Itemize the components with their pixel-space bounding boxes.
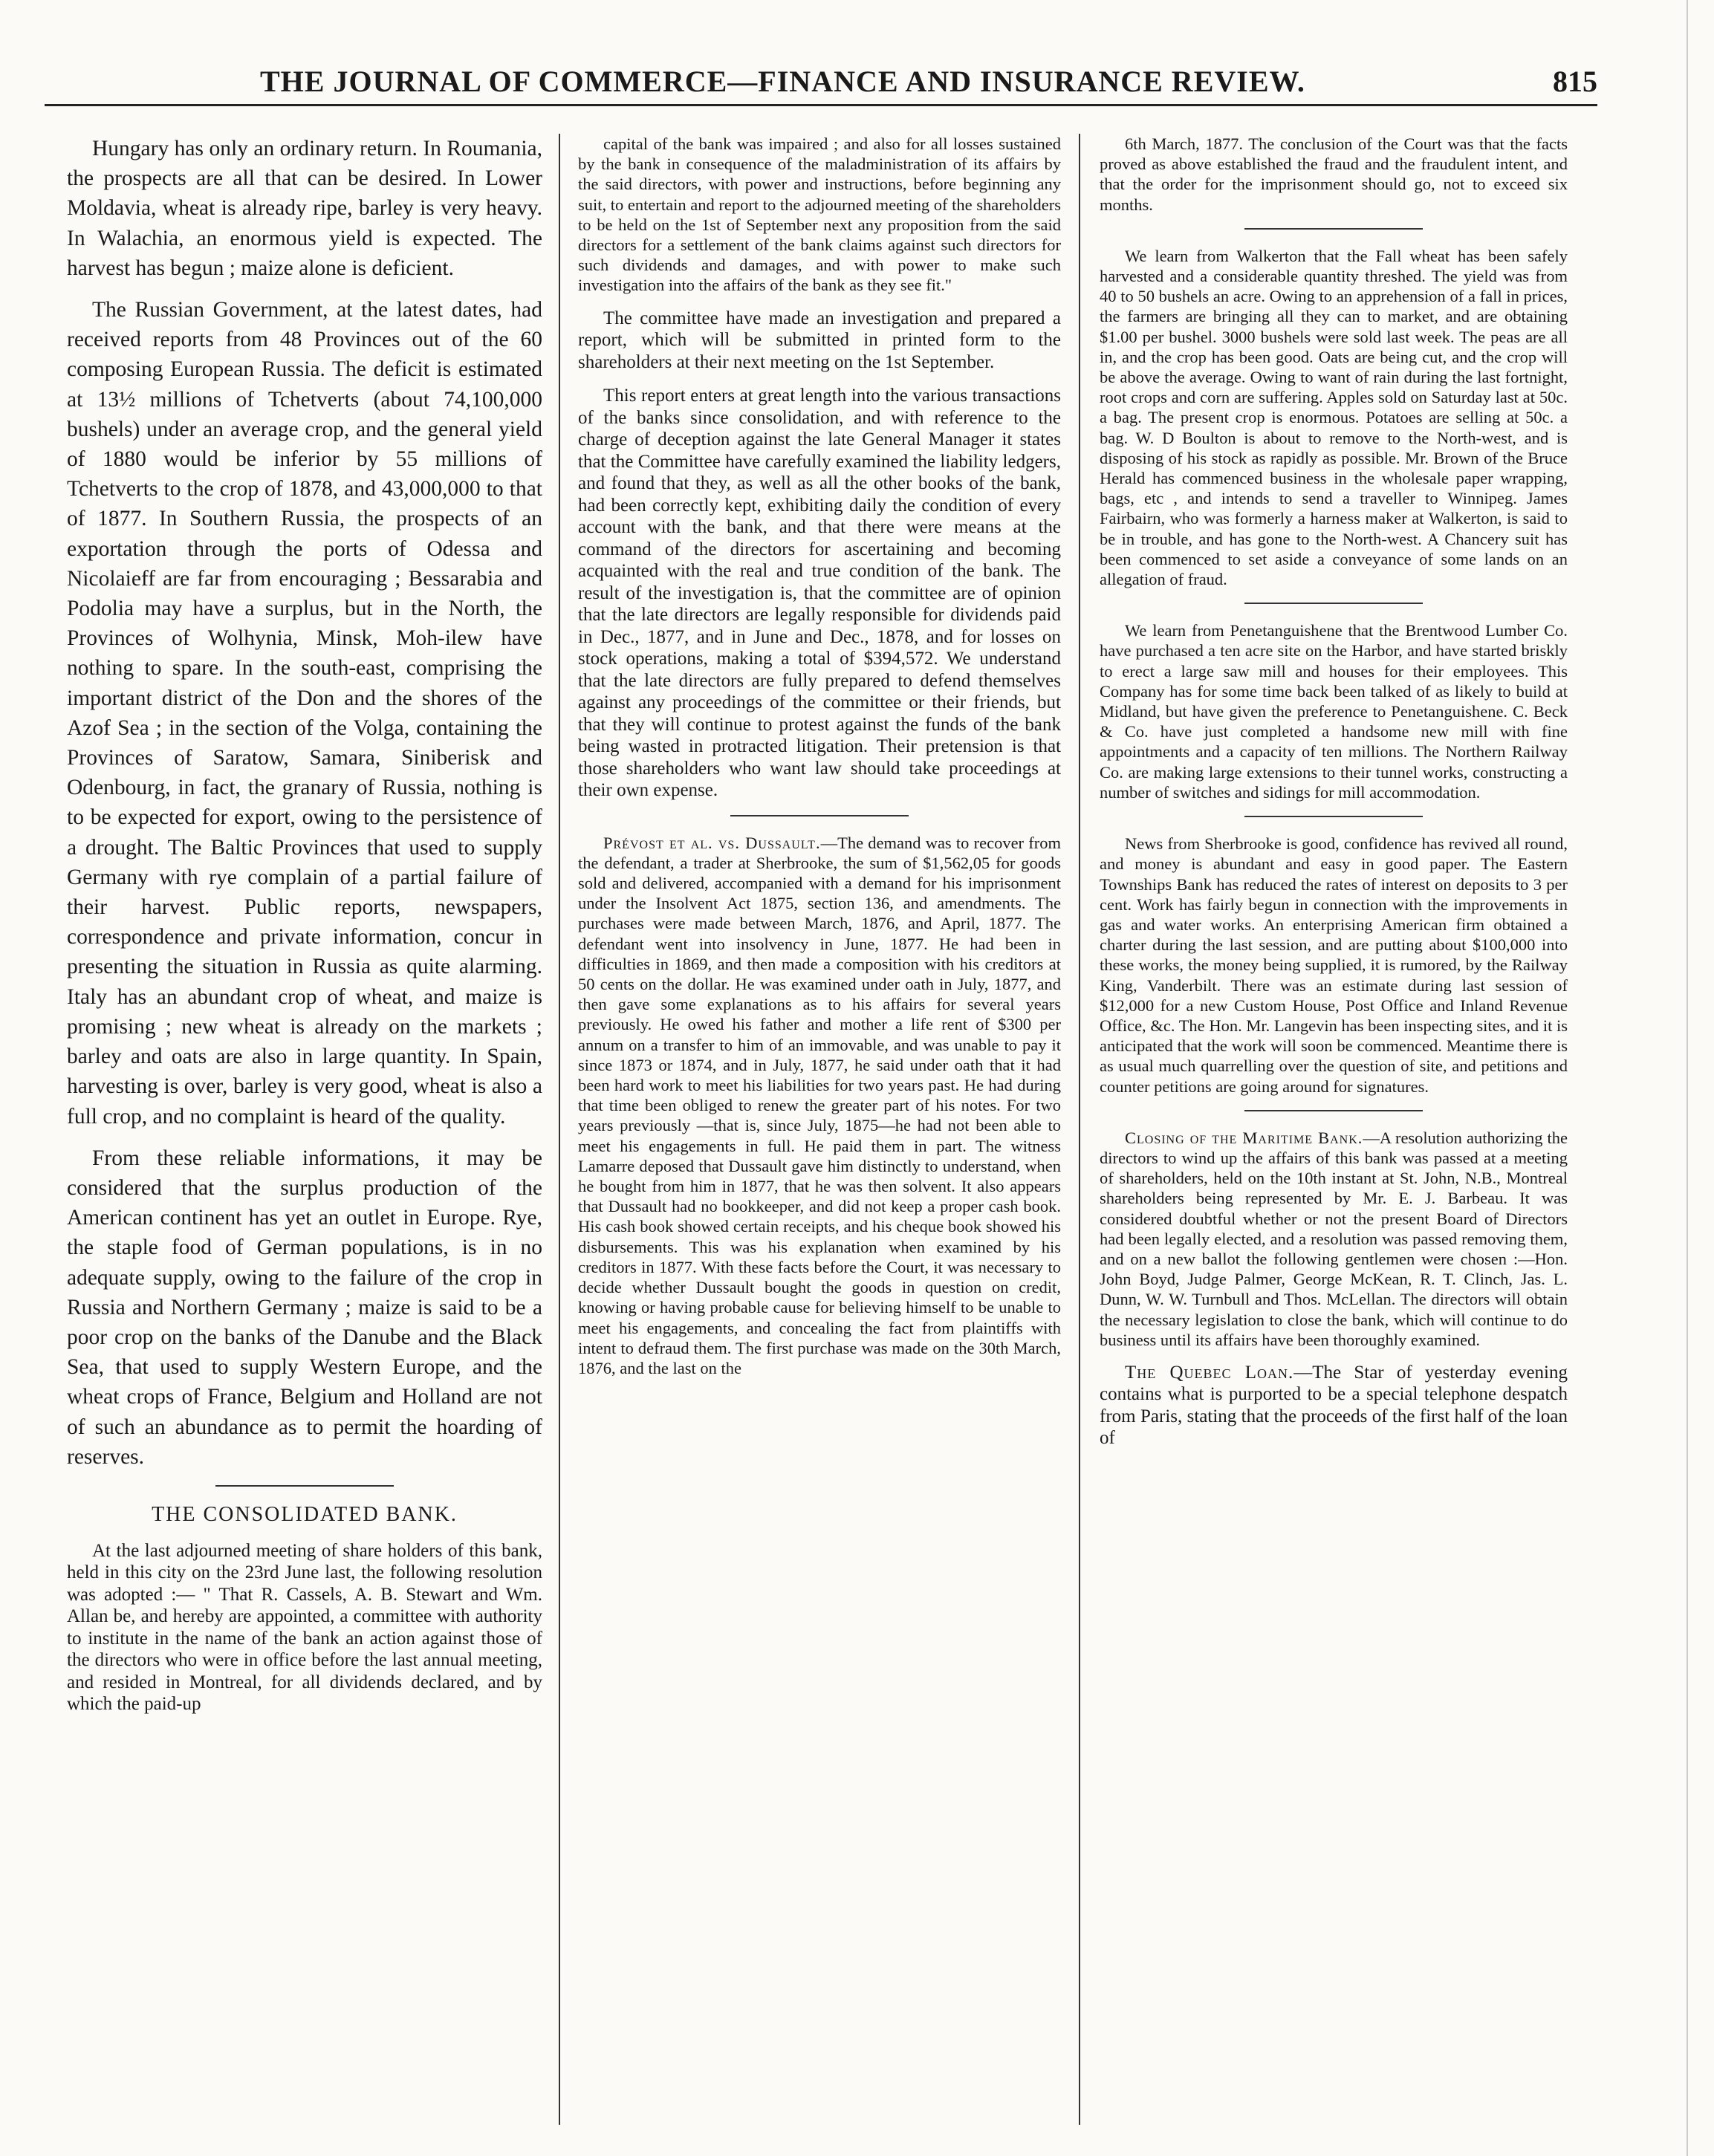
paragraph-committee-report: The committee have made an investigation and prepared a report, which will be submitted in printed form to the shareholders at their next meeting on the 1st September. (578, 308, 1061, 372)
column-2 (578, 134, 1061, 2125)
separator-rule (215, 1485, 394, 1487)
maritime-bank-body: —A resolution authorizing the directors to wind up the affairs of this bank was passed at a meeting of shareholders, held on the 10th instant at St. John, N.B., Montreal shareholders being represented by Mr. E. J. Barbeau. It was considered doubtful whether or not the present Board of Directors had been legally elected, and a resolution was passed removing them, and on a new ballot the following gentlemen were chosen :—Hon. John Boyd, Judge Palmer, George McKean, R. T. Clinch, Jas. L. Dunn, W. W. Turnbull and Thos. McLellan. The directors will obtain the necessary legislation to close the bank, which will continue to do business until its affairs have been thoroughly examined. (1100, 1128, 1568, 1349)
separator-rule (1244, 228, 1423, 230)
paragraph-report-details: This report enters at great length into the various transactions of the banks since consolidation, and with reference to the charge of deception against the late General Manager it states that the Committee have carefully examined the liability ledgers, and found that they, as well as all the other books of the bank, had been correctly kept, exhibiting daily the condition of every account with the bank, and that there were means at the command of the directors for ascertaining and becoming acquainted with the real and true condition of the bank. The result of the investigation is, that the committee are of opinion that the late directors are legally responsible for dividends paid in Dec., 1877, and in June and Dec., 1878, and for losses on stock operations, making a total of $394,572. We understand that the late directors are fully prepared to defend themselves against any proceedings of the committee or their friends, but that they will continue to protest against the funds of the bank being wasted in protracted litigation. Their pretension is that those shareholders who want law should take proceedings at their own expense. (578, 386, 1061, 801)
paragraph-russian-government: The Russian Government, at the latest dates, had received reports from 48 Provinces out of the 60 composing European Russia. The deficit is estimated at 13½ millions of Tchetverts (about 74,100,000 bushels) under an average crop, and the general yield of 1880 would be inferior by 55 millions of Tchetverts to the crop of 1878, and 43,000,000 to that of 1877. In Southern Russia, the prospects of an exportation through the ports of Odessa and Nicolaieff are far from encouraging ; Bessarabia and Podolia may have a surplus, but in the North, the Provinces of Wolhynia, Minsk, Moh-ilew have nothing to spare. In the south-east, comprising the important district of the Don and the shores of the Azof Sea ; in the section of the Volga, containing the Provinces of Saratow, Samara, Siniberisk and Odenbourg, in fact, the granary of Russia, nothing is to be expected for export, owing to the persistence of a drought. The Baltic Provinces that used to supply Germany with rye complain of a partial failure of their harvest. Public reports, newspapers, correspondence and private information, concur in presenting the situation in Russia as quite alarming. Italy has an abundant crop of wheat, and maize is promising ; new wheat is already on the markets ; barley and oats are also in large quantity. In Spain, harvesting is over, barley is very good, wheat is also a full crop, and no complaint is heard of the quality. (67, 298, 542, 1129)
paragraph-maritime-bank (1100, 1128, 1568, 1350)
column-rule-2 (1079, 134, 1080, 2125)
column-3 (1100, 134, 1568, 2125)
page-header (45, 59, 1597, 106)
page-edge-line (1687, 0, 1688, 2156)
journal-title: THE JOURNAL OF COMMERCE—FINANCE AND INSURANCE REVIEW. (260, 65, 1305, 98)
paragraph-walkerton: We learn from Walkerton that the Fall wheat has been safely harvested and a considerable quantity threshed. The yield was from 40 to 50 bushels an acre. Owing to an apprehension of a fall in prices, the farmers are bringing all they can to market, and are obtaining $1.00 per bushel. 3000 bushels were sold last week. The peas are all in, and the crop has been good. Oats are being cut, and the crop will be above the average. Owing to want of rain during the last fortnight, root crops and corn are suffering. Apples sold on Saturday last at 50c. a bag. The present crop is enormous. Potatoes are selling at 50c. a bag. W. D Boulton is about to remove to the North-west, and is disposing of his stock as rapidly as possible. Mr. Brown of the Bruce Herald has commenced business in the wholesale paper wrapping, bags, etc , and intends to send a traveller to Winnipeg. James Fairbairn, who was formerly a harness maker at Walkerton, is said to be in trouble, and has gone to the North-west. A Chancery suit has been commenced to set aside a conveyance of some lands on an allegation of fraud. (1100, 246, 1568, 589)
separator-rule (1244, 816, 1423, 817)
maritime-bank-heading: Closing of the Maritime Bank. (1125, 1128, 1363, 1147)
quebec-loan-heading: The Quebec Loan. (1125, 1362, 1294, 1383)
section-title-consolidated-bank: THE CONSOLIDATED BANK. (152, 1502, 458, 1526)
quebec-loan-body: —The Star of yesterday evening contains what is purported to be a special telephone despatch from Paris, stating that the proceeds of the first half of the loan of (1100, 1362, 1568, 1449)
case-body: —The demand was to recover from the defendant, a trader at Sherbrooke, the sum of $1,562,05 for goods sold and delivered, accompanied with a demand for his imprisonment under the Insolvent Act 1875, section 136, and amendments. The purchases were made between March, 1876, and April, 1877. The defendant went into insolvency in June, 1877. He had been in difficulties in 1869, and then made a composition with his creditors at 50 cents on the dollar. He was examined under oath in July, 1877, and then gave some explanations as to his affairs for several years previously. He owed his father and mother a life rent of $300 per annum on a transfer to him of an immovable, and was unable to pay it since 1873 or 1874, and in July, 1877, he said under oath that it had been hard work to meet his liabilities for two years past. He had during that time been obliged to renew the greater part of his notes. For two years previously —that is, since July, 1875—he had not been able to meet his engagements in full. He paid them in part. The witness Lamarre deposed that Dussault gave him distinctly to understand, when he bought from him in 1877, that he was then solvent. It also appears that Dussault had no bookkeeper, and did not keep a proper cash book. His cash book showed certain receipts, and his cheque book showed his disbursements. This was his explanation when examined by his creditors in 1877. With these facts before the Court, it was necessary to decide whether Dussault bought the goods in question on credit, knowing or having probable cause for believing himself to be unable to meet his engagements, and concealing the fact from plaintiffs with intent to defraud them. The first purchase was made on the 30th March, 1876, and the last on the (578, 833, 1061, 1377)
case-heading: Prévost et al. vs. Dussault. (603, 833, 821, 852)
paragraph-hungary-roumania: Hungary has only an ordinary return. In Roumania, the prospects are all that can be desired. In Lower Moldavia, wheat is already ripe, barley is very heavy. In Walachia, an enormous yield is expected. The harvest has begun ; maize alone is deficient. (67, 137, 542, 280)
paragraph-sherbrooke: News from Sherbrooke is good, confidence has revived all round, and money is abundant and easy in good paper. The Eastern Townships Bank has reduced the rates of interest on deposits to 3 per cent. Work has fairly begun in connection with the improvements in gas and water works. An enterprising American firm obtained a charter during the last session, and are putting about $100,000 into these works, the money being supplied, it is rumored, by the Railway King, Vanderbilt. There was an estimate during last session of $12,000 for a new Custom House, Post Office and Inland Revenue Office, &c. The Hon. Mr. Langevin has been inspecting sites, and it is anticipated that the work will soon be commenced. Meantime there is as usual much quarrelling over the question of site, and petitions and counter petitions are going around for signatures. (1100, 834, 1568, 1096)
paragraph-reliable-informations: From these reliable informations, it may be considered that the surplus production of the American continent has yet an outlet in Europe. Rye, the staple food of German populations, is in no adequate supply, owing to the failure of the crop in Russia and Northern Germany ; maize is said to be a poor crop on the banks of the Danube and the Black Sea, that used to supply Western Europe, and the wheat crops of France, Belgium and Holland are not of such an abundance as to permit the hoarding of reserves. (67, 1146, 542, 1469)
paragraph-court-conclusion: 6th March, 1877. The conclusion of the Court was that the facts proved as above established the fraud and the fraudulent intent, and that the order for the imprisonment should go, not to exceed six months. (1100, 134, 1568, 214)
column-1 (67, 134, 542, 2125)
paragraph-bank-capital: capital of the bank was impaired ; and also for all losses sustained by the bank in consequence of the maladministration of its affairs by the said directors, with power and instructions, before beginning any suit, to entertain and report to the adjourned meeting of the shareholders to be held on the 1st of September next any proposition from the said directors for a settlement of the bank claims against such directors for such dividends and damages, and with power to make such investigation into the affairs of the bank as they see fit." (578, 134, 1061, 295)
paragraph-quebec-loan (1100, 1362, 1568, 1449)
paragraph-prevost-vs-dussault (578, 833, 1061, 1378)
paragraph-consolidated-bank: At the last adjourned meeting of share holders of this bank, held in this city on the 23rd June last, the following resolution was adopted :— " That R. Cassels, A. B. Stewart and Wm. Allan be, and hereby are appointed, a committee with authority to institute in the name of the bank an action against those of the directors who were in office before the last annual meeting, and resided in Montreal, for all dividends declared, and by which the paid-up (67, 1540, 542, 1715)
paragraph-penetanguishene: We learn from Penetanguishene that the Brentwood Lumber Co. have purchased a ten acre site on the Harbor, and have started briskly to erect a large saw mill and houses for their employees. This Company has for some time back been talked of as likely to build at Midland, but have given the preference to Penetanguishene. C. Beck & Co. have just completed a handsome new mill with fine appointments and a capacity of ten millions. The Northern Railway Co. are making large extensions to their tunnel works, constructing a number of switches and sidings for mill accommodation. (1100, 621, 1568, 802)
column-rule-1 (559, 134, 560, 2125)
separator-rule (730, 815, 909, 816)
separator-rule (1244, 1110, 1423, 1111)
separator-rule (1244, 603, 1423, 604)
page-number: 815 (1553, 65, 1597, 98)
